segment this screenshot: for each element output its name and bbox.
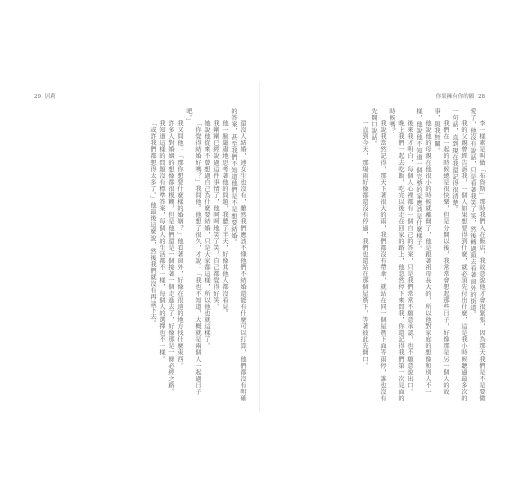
paragraph: 「你覺得結婚好嗎？」我問他。他想了很久，才說：「我也不知道，大概就是兩個人一起過日子吧。」 <box>185 108 201 396</box>
right-running-head <box>436 95 487 101</box>
book-gutter <box>259 82 260 412</box>
paragraph: 他說他的母親在他很小的時候就離開了，他是跟著祖母長大的，所以他對家庭的想像和別人不一樣，他說他不知道一個完整的家應該是什麼樣子。 <box>415 108 431 396</box>
paragraph: 還沒人結婚，連女生也沒有，雖然我們應該不懂他們不結婚還能有什麼可以打算，他們都沒有明確的答案，甚至我們不知道他們是不是想要結婚。 <box>230 108 246 403</box>
left-running-title: 居莉 <box>44 94 56 100</box>
paragraph: 我又問他：「那你想要什麼樣的婚姻？」他看著窗外，好像在很遠的地方找什麼東西。 <box>176 120 183 370</box>
paragraph: 她說他從來不曾想過自己為什麼要結婚，只是大家都這樣，所以他也就這樣了。 <box>203 120 210 350</box>
paragraph: 我說我當然記得，那天下著很大的雨，我們都沒有帶傘，就站在同一個屋簷下面等雨停，誰也沒有先開口說話。 <box>370 108 386 403</box>
paragraph: 「或許我們都想得太多了。」他最後這麼說，然後我們就沒有再談下去。 <box>149 120 156 327</box>
left-page-number: 29 <box>34 94 41 100</box>
paragraph: 晚上我們一起去吃飯，吃完以後走在回家的路上，他忽然停下來問我，你還記得我們第一次見面的時候嗎？ <box>388 108 404 403</box>
paragraph: 他一臉嚴肅地思考著他的問題，我聽了半天，好像其他人都沒看見。 <box>221 120 228 317</box>
paragraph: 許多人對婚姻的想像都很模糊，但是他們還是一個接著一個走進去了，好像那是一條必經之路。 <box>167 120 174 396</box>
paragraph: 一直到今天，那場雨好像都還沒有停過，我們也還站在那個屋簷下，等著彼此先開口。 <box>361 120 368 370</box>
right-page-number: 28 <box>478 94 485 100</box>
right-page-text <box>270 108 486 408</box>
left-page-text <box>40 108 247 408</box>
paragraph: 我知道這樣的問題沒有標準答案，每個人的生活都不一樣，每個人的選擇也不一樣。 <box>158 120 165 363</box>
paragraph: 我們在一起的時候總是很快樂，但是分開以後，我常常會想起那些日子，好像那是另一個人的故事，與我無關。 <box>433 108 449 396</box>
left-running-head <box>32 95 56 101</box>
paragraph: 我的父親曾經告訴我，一個人如果想要得到什麼，就必須先付出什麼，這是我小時候聽過最多次的一句話，直到現在我還記得很清楚。 <box>451 108 467 403</box>
paragraph: 後來我才明白，每個人心裡都有一個自己的答案，只是我們常常不願意承認，也不願意說出口。 <box>406 120 413 396</box>
right-running-title: 你果擁有你的願 <box>435 94 475 100</box>
paragraph: 李一樣素是叫做「布魯斯」那時我們入在飯店，我故意說他才會很緊張，因為那天我們是不是要做愛了，他沒有說話，只是看著我笑了笑，然後轉過頭去看著窗外的街道。 <box>469 108 485 403</box>
paragraph: 我剛剛已經說過這件事情了，他呵呵地笑了笑，自己都覺得好笑。 <box>212 120 219 311</box>
